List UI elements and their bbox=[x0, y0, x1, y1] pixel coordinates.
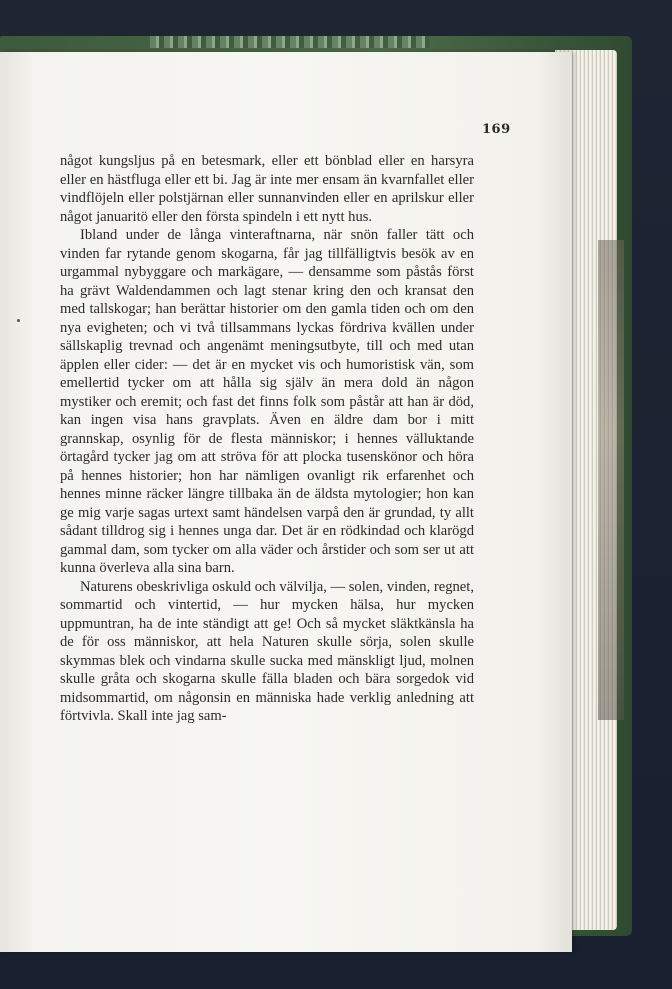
page-body bbox=[60, 152, 474, 726]
paragraph-1: något kungsljus på en betesmark, eller ett bönblad eller en harsyra eller en hästfluga eller ett bi. Jag är inte mer ensam än kvarnfallet eller vindflöjeln eller polstjärnan eller sunnanvinden eller en aprilskur eller något januaritö eller den första spindeln i ett nytt hus. bbox=[60, 153, 474, 225]
inner-board bbox=[598, 240, 624, 720]
page-number: 169 bbox=[482, 122, 511, 137]
cover-spine-band bbox=[150, 36, 430, 48]
paragraph-2: Ibland under de långa vinteraftnarna, när snön faller tätt och vinden far rytande genom skogarna, får jag tillfälligtvis besök av en urgammal nybyggare och markägare, — densamme som påstås först ha grävt Waldendammen och lagt stenar kring den och kransat den med tallskogar; han berättar historier om den gamla tiden och om den nya evigheten; och vi två tillsammans lyckas fördriva kvällen under sällskaplig trevnad och angenämt meningsutbyte, till och med utan äpplen eller cider: — det är en mycket vis och humoristisk vän, som emellertid tycker om att hålla sig själv än mera dold än någon mystiker och eremit; och fast det finns folk som påstår att han är död, kan ingen visa hans gravplats. Även en äldre dam bor i mitt grannskap, osynlig för de flesta människor; i hennes välluktande örtagård tycker jag om att ströva för att plocka tusenskönor och höra på hennes historier; hon har nämligen ovanligt rik erfarenhet och hennes minne räcker längre tillbaka än de äldsta mytologier; hon kan ge mig varje sagas urtext samt händelsen varpå den är grundad, ty allt sådant tilldrog sig i hennes unga dar. Det är en rödkindad och klarögd gammal dam, som tycker om alla väder och årstider och som ser ut att kunna överleva alla sina barn. bbox=[60, 227, 474, 576]
paragraph-3: Naturens obeskrivliga oskuld och välvilja, — solen, vinden, regnet, sommartid och vintertid, — hur mycken hälsa, hur mycken uppmuntran, ha de inte ständigt att ge! Och så mycket släktkänsla ha de för oss människor, att hela Naturen skulle sörja, solen skulle skymmas blek och vindarna skulle sucka med mänskligt ljud, molnen skulle gråta och skogarna skulle fälla bladen och bära sorgedok vid midsommartid, om någonsin en människa hade verklig anledning att förtvivla. Skall inte jag sam- bbox=[60, 578, 474, 724]
margin-mark bbox=[17, 319, 20, 322]
